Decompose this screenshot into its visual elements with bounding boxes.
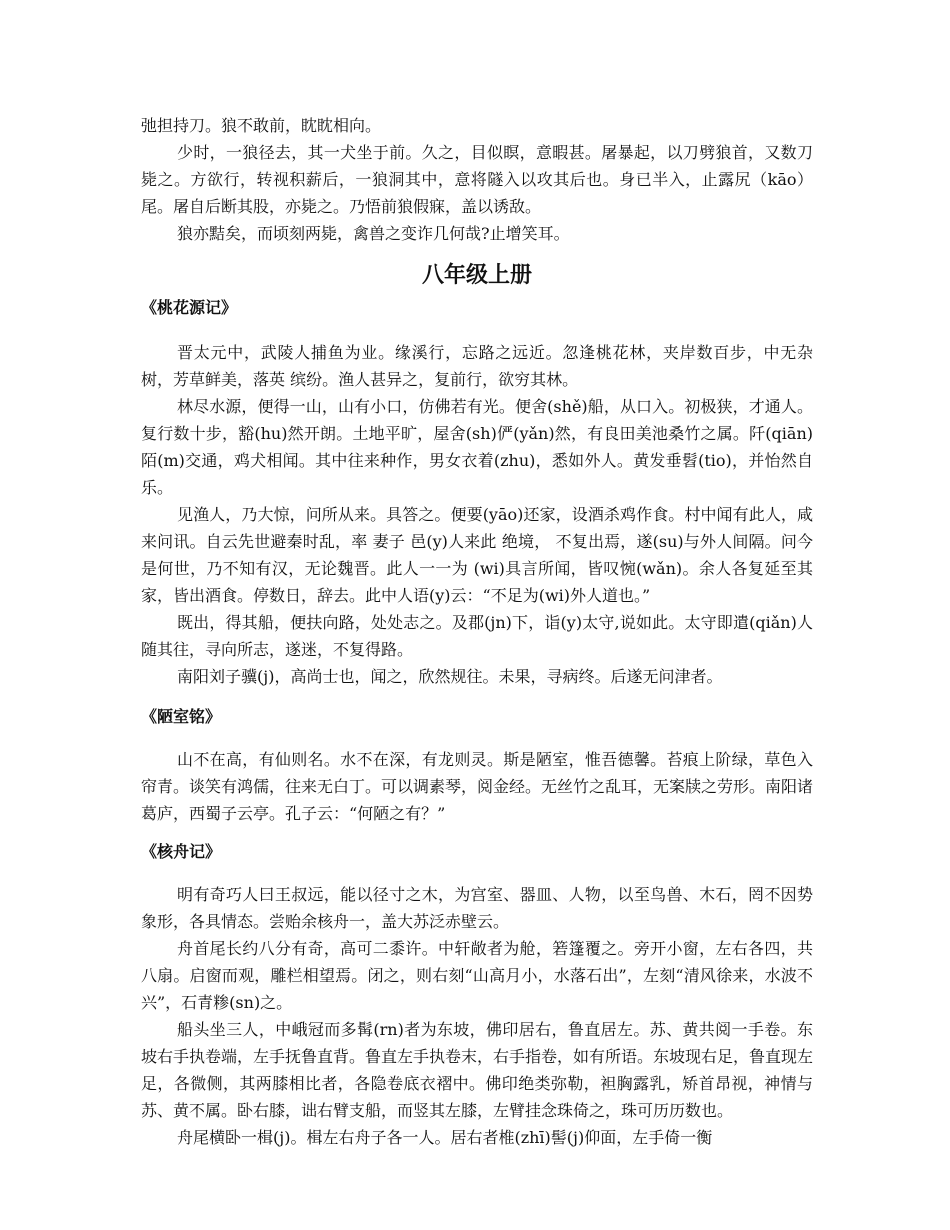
taohuayuan-paragraph-5: 南阳刘子骥(j)，高尚士也，闻之，欣然规往。未果，寻病终。后遂无问津者。 bbox=[177, 667, 723, 686]
taohuayuan-paragraph-3: 见渔人，乃大惊，问所从来。具答之。便要(yāo)还家，设酒杀鸡作食。村中闻有此人，咸来问讯。自云先世避秦时乱，率 妻子 邑(y)人来此 绝境， 不复出焉，遂(su)与外人间隔。问今是何世，乃不知有汉，无论魏晋。此人一一为 (wi)具言所闻，皆叹惋(wǎn)。余人各复延至其家，皆出酒食。停数日，辞去。此中人语(y)云：“不足为(wi)外人道也。” bbox=[141, 505, 813, 605]
loushiming-paragraph-1: 山不在高，有仙则名。水不在深，有龙则灵。斯是陋室，惟吾德馨。苔痕上阶绿，草色入帘青。谈笑有鸿儒，往来无白丁。可以调素琴，阅金经。无丝竹之乱耳，无案牍之劳形。南阳诸葛庐，西蜀子云亭。孔子云：“何陋之有？” bbox=[141, 750, 814, 823]
taohuayuan-title: 《桃花源记》 bbox=[141, 298, 238, 317]
wolf-paragraph-1: 弛担持刀。狼不敢前，眈眈相向。 bbox=[141, 116, 382, 135]
wolf-paragraph-3: 狼亦黠矣，而顷刻两毙，禽兽之变诈几何哉?止增笑耳。 bbox=[177, 224, 570, 243]
taohuayuan-paragraph-1: 晋太元中，武陵人捕鱼为业。缘溪行，忘路之远近。忽逢桃花林，夹岸数百步，中无杂树，芳草鲜美，落英 缤纷。渔人甚异之，复前行，欲穷其林。 bbox=[141, 343, 813, 389]
loushiming-title: 《陋室铭》 bbox=[141, 707, 222, 726]
taohuayuan-paragraph-4: 既出，得其船，便扶向路，处处志之。及郡(jn)下，诣(y)太守,说如此。太守即遣(qiǎn)人随其往，寻向所志，遂迷，不复得路。 bbox=[141, 613, 813, 659]
hezhouji-paragraph-3: 船头坐三人，中峨冠而多髯(rn)者为东坡，佛印居右，鲁直居左。苏、黄共阅一手卷。东坡右手执卷端，左手抚鲁直背。鲁直左手执卷末，右手指卷，如有所语。东坡现右足，鲁直现左足，各微侧，其两膝相比者，各隐卷底衣褶中。佛印绝类弥勒，袒胸露乳，矫首昂视，神情与苏、黄不属。卧右膝，诎右臂支船，而竖其左膝，左臂挂念珠倚之，珠可历历数也。 bbox=[141, 1020, 814, 1120]
section-heading: 八年级上册 bbox=[421, 262, 532, 288]
wolf-paragraph-2: 少时，一狼径去，其一犬坐于前。久之，目似瞑，意暇甚。屠暴起，以刀劈狼首，又数刀毙之。方欲行，转视积薪后，一狼洞其中，意将隧入以攻其后也。身已半入，止露尻（kāo）尾。屠自后断其股，亦毙之。乃悟前狼假寐，盖以诱敌。 bbox=[141, 143, 813, 216]
hezhouji-paragraph-4: 舟尾横卧一楫(j)。楫左右舟子各一人。居右者椎(zhī)髻(j)仰面，左手倚一衡 bbox=[177, 1128, 713, 1147]
taohuayuan-paragraph-2: 林尽水源，便得一山，山有小口，仿佛若有光。便舍(shě)船，从口入。初极狭，才通人。复行数十步，豁(hu)然开朗。土地平旷，屋舍(sh)俨(yǎn)然，有良田美池桑竹之属。阡(qiān)陌(m)交通，鸡犬相闻。其中往来种作，男女衣着(zhu)，悉如外人。黄发垂髫(tio)，并怡然自乐。 bbox=[141, 397, 813, 497]
hezhouji-paragraph-1: 明有奇巧人曰王叔远，能以径寸之木，为宫室、器皿、人物，以至鸟兽、木石，罔不因势象形，各具情态。尝贻余核舟一，盖大苏泛赤壁云。 bbox=[141, 885, 813, 931]
hezhouji-title: 《核舟记》 bbox=[141, 842, 222, 861]
document-page bbox=[141, 112, 813, 1151]
hezhouji-paragraph-2: 舟首尾长约八分有奇，高可二黍许。中轩敞者为舱，箬篷覆之。旁开小窗，左右各四，共八扇。启窗而观，雕栏相望焉。闭之，则右刻“山高月小，水落石出”，左刻“清风徐来，水波不兴”，石青糁(sn)之。 bbox=[141, 939, 813, 1012]
